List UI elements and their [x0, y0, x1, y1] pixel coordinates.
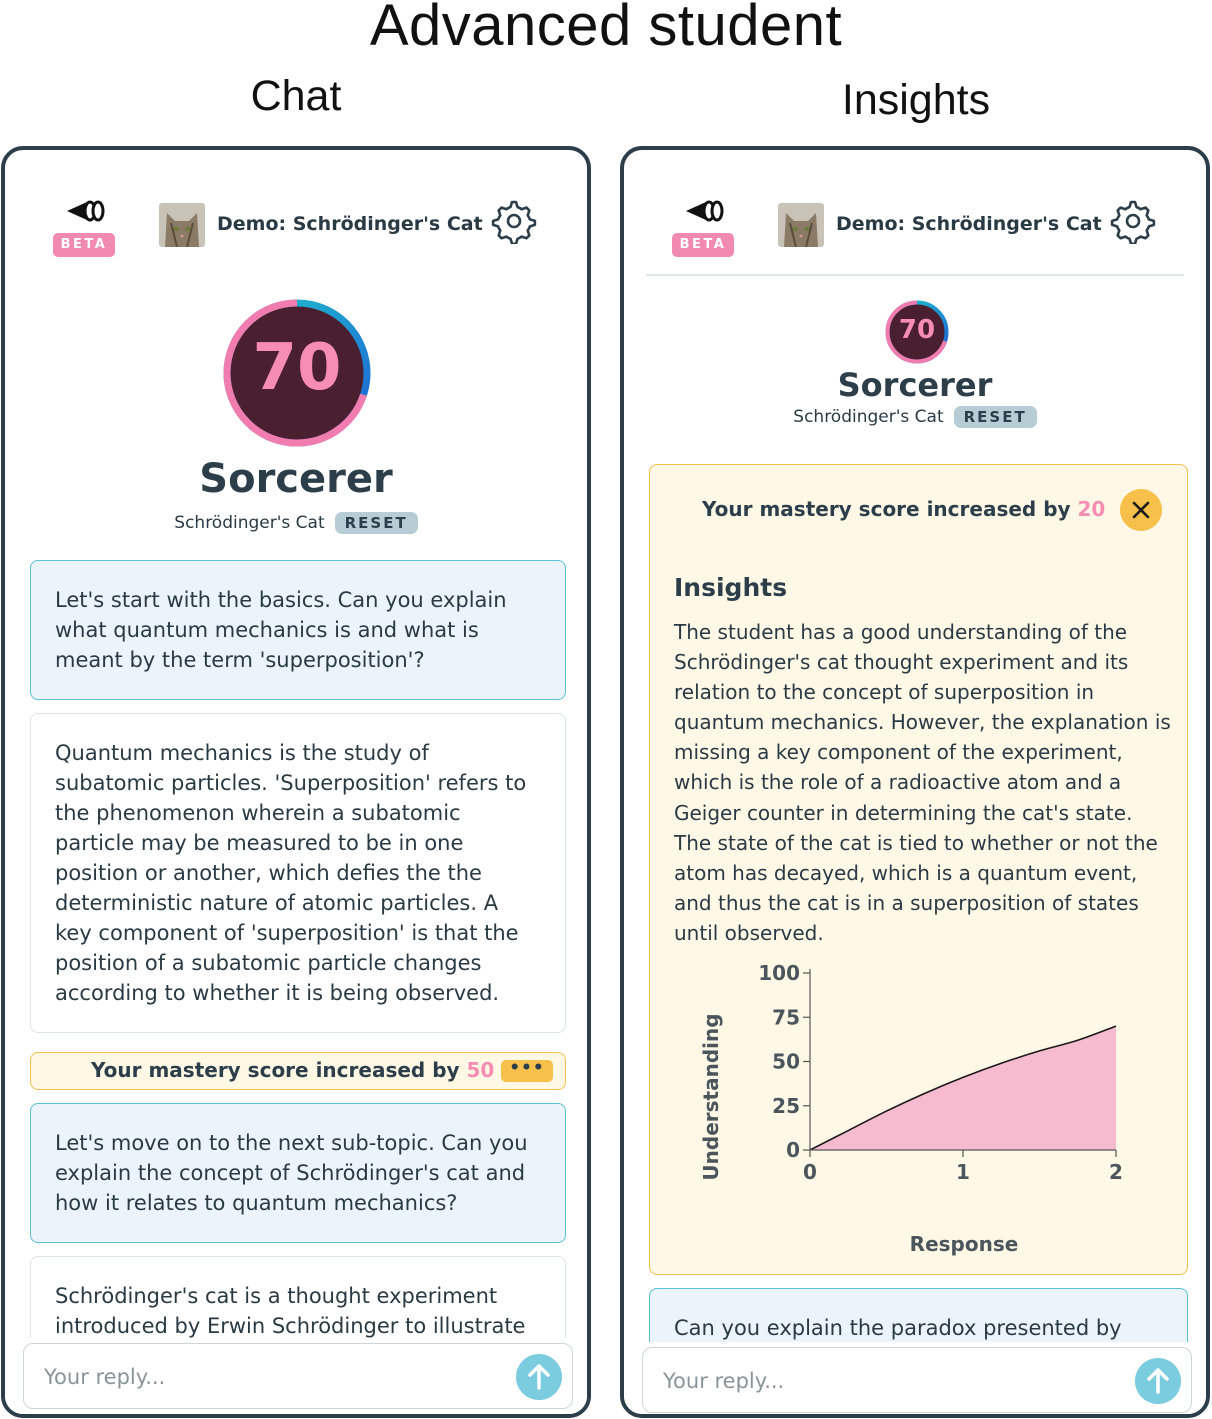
page-title: Advanced student [369, 0, 843, 58]
insights-panel [620, 146, 1210, 1418]
y-tick-label: 100 [758, 961, 800, 985]
mastery-score-value: 70 [252, 331, 342, 405]
settings-gear-icon[interactable] [491, 198, 537, 244]
reset-button[interactable]: RESET [954, 406, 1037, 428]
reply-box [23, 1343, 573, 1409]
chat-message-tutor [30, 560, 566, 700]
rank-title: Sorcerer [837, 366, 993, 404]
topic-line [5, 512, 587, 534]
mastery-increase-text: Your mastery score increased by 50 [91, 1058, 495, 1082]
topic-thumbnail [778, 203, 824, 247]
message-text: Quantum mechanics is the study of subatomic particles. 'Superposition' refers to the phenomenon wherein a subatomic particle may be measured to be in one position or another, which defies the the deterministic nature of atomic particles. A key component of 'superposition' is that the position of a subatomic particle changes according to whether it is being observed. [55, 741, 527, 1005]
more-options-button[interactable]: ••• [501, 1060, 553, 1082]
chat-message-tutor [30, 1103, 566, 1243]
area-fill [810, 1026, 1116, 1150]
mastery-increase-text: Your mastery score increased by 20 [702, 497, 1106, 521]
insights-heading: Insights [674, 573, 788, 602]
settings-gear-icon[interactable] [1110, 198, 1156, 244]
beta-badge: BETA [672, 233, 734, 257]
topic-line [624, 406, 1206, 428]
message-text: Can you explain the paradox presented by [674, 1316, 1122, 1340]
y-tick-label: 25 [772, 1093, 800, 1118]
insights-panel-label: Insights [841, 76, 991, 124]
y-tick-label: 75 [772, 1005, 800, 1030]
message-text: Let's start with the basics. Can you explain what quantum mechanics is and what is meant by the term 'superposition'? [55, 588, 507, 672]
rank-title: Sorcerer [199, 456, 393, 502]
beta-badge: BETA [53, 233, 115, 257]
x-tick-label: 1 [956, 1160, 970, 1184]
x-tick-label: 0 [803, 1160, 817, 1184]
topic-thumbnail [159, 203, 205, 247]
message-text: Let's move on to the next sub-topic. Can you explain the concept of Schrödinger's cat and how it relates to quantum mechanics? [55, 1131, 528, 1215]
reply-input[interactable] [663, 1366, 1103, 1396]
document-title: Demo: Schrödinger's Cat [217, 213, 483, 235]
mastery-score-ring [221, 297, 373, 449]
send-arrow-icon[interactable] [1135, 1358, 1181, 1404]
reply-input[interactable] [44, 1362, 484, 1392]
reply-box [642, 1347, 1192, 1413]
mastery-score-ring [885, 300, 949, 364]
topic-name: Schrödinger's Cat [174, 513, 325, 533]
insights-body: The student has a good understanding of the Schrödinger's cat thought experiment and its relation to the concept of superposition in quantum mechanics. However, the explanation is missing a key component of the experiment, which is the role of a radioactive atom and a Geiger counter in determining the cat's state. The state of the cat is tied to whether or not the atom has decayed, which is a quantum event, and thus the cat is in a superposition of states until observed. [674, 620, 1171, 945]
chat-panel-label: Chat [250, 72, 342, 120]
mastery-increase-banner [30, 1052, 566, 1090]
close-icon[interactable] [1120, 489, 1162, 531]
chat-message-student [30, 713, 566, 1033]
app-logo-icon[interactable] [684, 198, 724, 224]
header-divider [646, 274, 1184, 276]
x-tick-label: 2 [1109, 1160, 1123, 1184]
send-arrow-icon[interactable] [516, 1354, 562, 1400]
understanding-chart [690, 957, 1170, 1267]
app-header [624, 150, 1206, 270]
insights-card [649, 464, 1188, 1275]
app-logo-icon[interactable] [65, 198, 105, 224]
chat-panel [1, 146, 591, 1418]
app-header [5, 150, 587, 270]
y-axis-label: Understanding [699, 1013, 723, 1181]
reset-button[interactable]: RESET [335, 512, 418, 534]
mastery-score-value: 70 [898, 315, 936, 345]
y-tick-label: 0 [786, 1138, 800, 1162]
document-title: Demo: Schrödinger's Cat [836, 213, 1102, 235]
y-tick-label: 50 [772, 1049, 800, 1074]
x-axis-label: Response [909, 1232, 1019, 1256]
topic-name: Schrödinger's Cat [793, 407, 944, 427]
message-text: Schrödinger's cat is a thought experiment introduced by Erwin Schrödinger to illustrate [55, 1284, 526, 1338]
